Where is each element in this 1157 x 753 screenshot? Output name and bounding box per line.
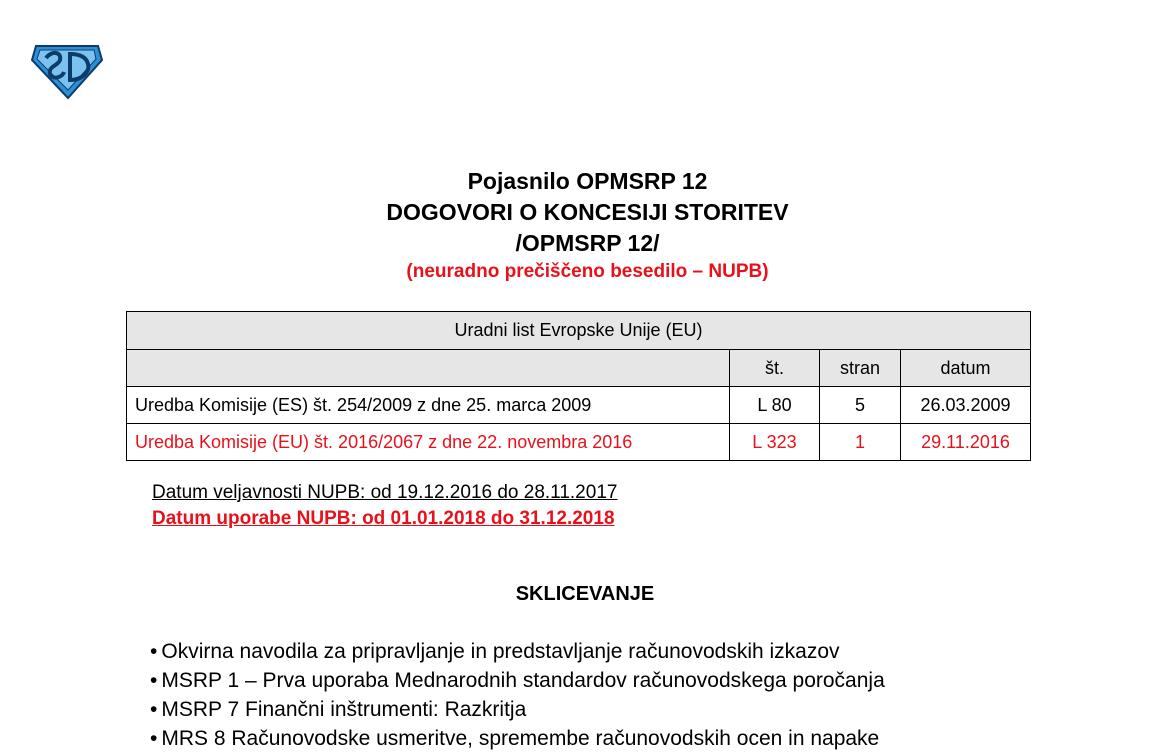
list-item: • MRS 8 Računovodske usmeritve, spremembe računovodskih ocen in napake [150,724,885,753]
regulation-name: Uredba Komisije (ES) št. 254/2009 z dne 25. marca 2009 [127,387,730,424]
document-title-block [0,166,1157,285]
list-item: • MSRP 1 – Prva uporaba Mednarodnih standardov računovodskega poročanja [150,666,885,695]
table-caption: Uradni list Evropske Unije (EU) [127,312,1031,350]
list-item: • Okvirna navodila za pripravljanje in predstavljanje računovodskih izkazov [150,637,885,666]
company-logo [30,40,104,100]
column-header-st: št. [730,350,820,387]
subtitle-nupb: (neuradno prečiščeno besedilo – NUPB) [406,261,769,282]
table-row [127,387,1031,424]
table-header-row [127,350,1031,387]
use-date: Datum uporabe NUPB: od 01.01.2018 do 31.12.2018 [152,508,615,529]
list-item: • MSRP 7 Finančni inštrumenti: Razkritja [150,695,885,724]
column-header-datum: datum [901,350,1031,387]
regulation-datum: 29.11.2016 [901,424,1031,461]
nupb-dates [152,480,617,532]
regulation-stran: 1 [820,424,901,461]
regulation-st: L 80 [730,387,820,424]
column-header-name [127,350,730,387]
title-line-3: /OPMSRP 12/ [515,230,660,256]
regulation-datum: 26.03.2009 [901,387,1031,424]
regulation-name: Uredba Komisije (EU) št. 2016/2067 z dne 22. novembra 2016 [127,424,730,461]
section-heading: SKLICEVANJE [515,583,655,605]
column-header-stran: stran [820,350,901,387]
reference-list [150,637,885,753]
regulation-stran: 5 [820,387,901,424]
title-line-1: Pojasnilo OPMSRP 12 [467,168,708,194]
regulation-st: L 323 [730,424,820,461]
validity-date: Datum veljavnosti NUPB: od 19.12.2016 do 28.11.2017 [152,482,618,503]
title-line-2: DOGOVORI O KONCESIJI STORITEV [386,199,789,225]
eu-gazette-table [126,311,1031,461]
table-row [127,424,1031,461]
